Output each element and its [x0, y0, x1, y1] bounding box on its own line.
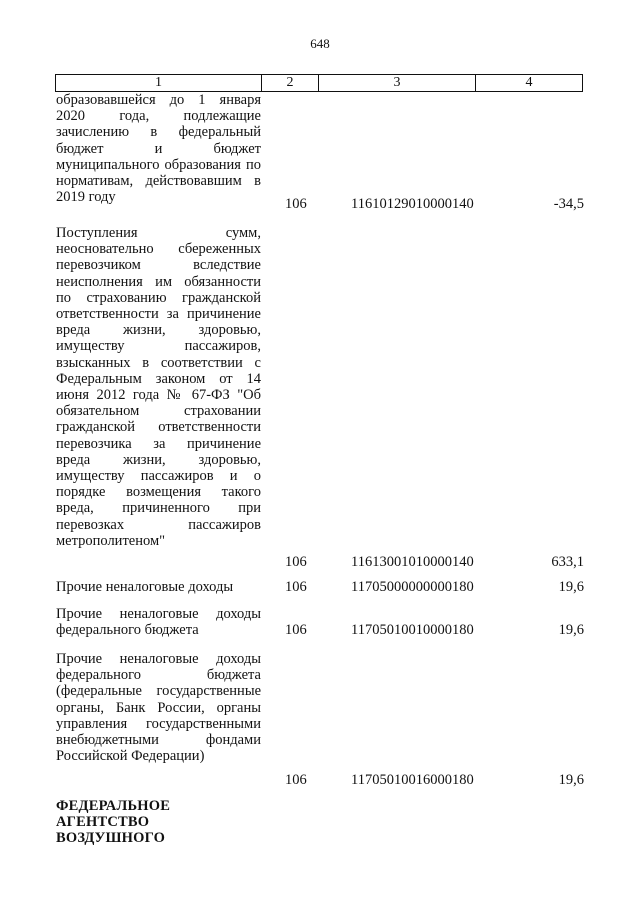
- row-admin-code: 106: [285, 554, 307, 570]
- row-description: Прочие неналоговые доходы федерального бюджета (федеральные государственные органы, Банк России, органы управления государственными внебюджетными фондами Российской Федерации): [56, 651, 261, 765]
- row-budget-code: 11610129010000140: [351, 196, 474, 212]
- page-number: 648: [310, 36, 330, 51]
- row-admin-code: 106: [285, 196, 307, 212]
- row-amount: 19,6: [558, 622, 584, 638]
- row-admin-code: 106: [285, 622, 307, 638]
- row-description: образовавшейся до 1 января 2020 года, подлежащие зачислению в федеральный бюджет и бюджет муниципального образования по нормативам, действовавшим в 2019 году: [56, 92, 261, 206]
- column-header-3: 3: [319, 75, 476, 92]
- row-amount: 19,6: [558, 579, 584, 595]
- row-budget-code: 11613001010000140: [351, 554, 474, 570]
- row-description: Прочие неналоговые доходы: [56, 579, 234, 595]
- row-description: Прочие неналоговые доходы федерального бюджета: [56, 606, 261, 639]
- row-admin-code: 106: [285, 772, 307, 788]
- column-header-4: 4: [476, 75, 583, 92]
- column-header-table: [55, 74, 583, 92]
- row-amount: -34,5: [553, 196, 584, 212]
- row-amount: 19,6: [558, 772, 584, 788]
- column-header-1: 1: [56, 75, 262, 92]
- row-admin-code: 106: [285, 579, 307, 595]
- column-header-2: 2: [262, 75, 319, 92]
- row-amount: 633,1: [551, 554, 584, 570]
- section-title: ФЕДЕРАЛЬНОЕ АГЕНТСТВО ВОЗДУШНОГО: [56, 798, 171, 847]
- row-budget-code: 11705000000000180: [351, 579, 474, 595]
- row-budget-code: 11705010010000180: [351, 622, 474, 638]
- row-description: Поступления сумм, неосновательно сбереженных перевозчиком вследствие неисполнения им обязанности по страхованию гражданской ответственности за причинение вреда жизни, здоровью, имуществу пассажиров, взысканных в соответствии с Федеральным законом от 14 июня 2012 года № 67-ФЗ "Об обязательном страховании гражданской ответственности перевозчика за причинение вреда жизни, здоровью, имуществу пассажиров и о порядке возмещения такого вреда, причиненного при перевозках пассажиров метрополитеном": [56, 225, 261, 549]
- row-budget-code: 11705010016000180: [351, 772, 474, 788]
